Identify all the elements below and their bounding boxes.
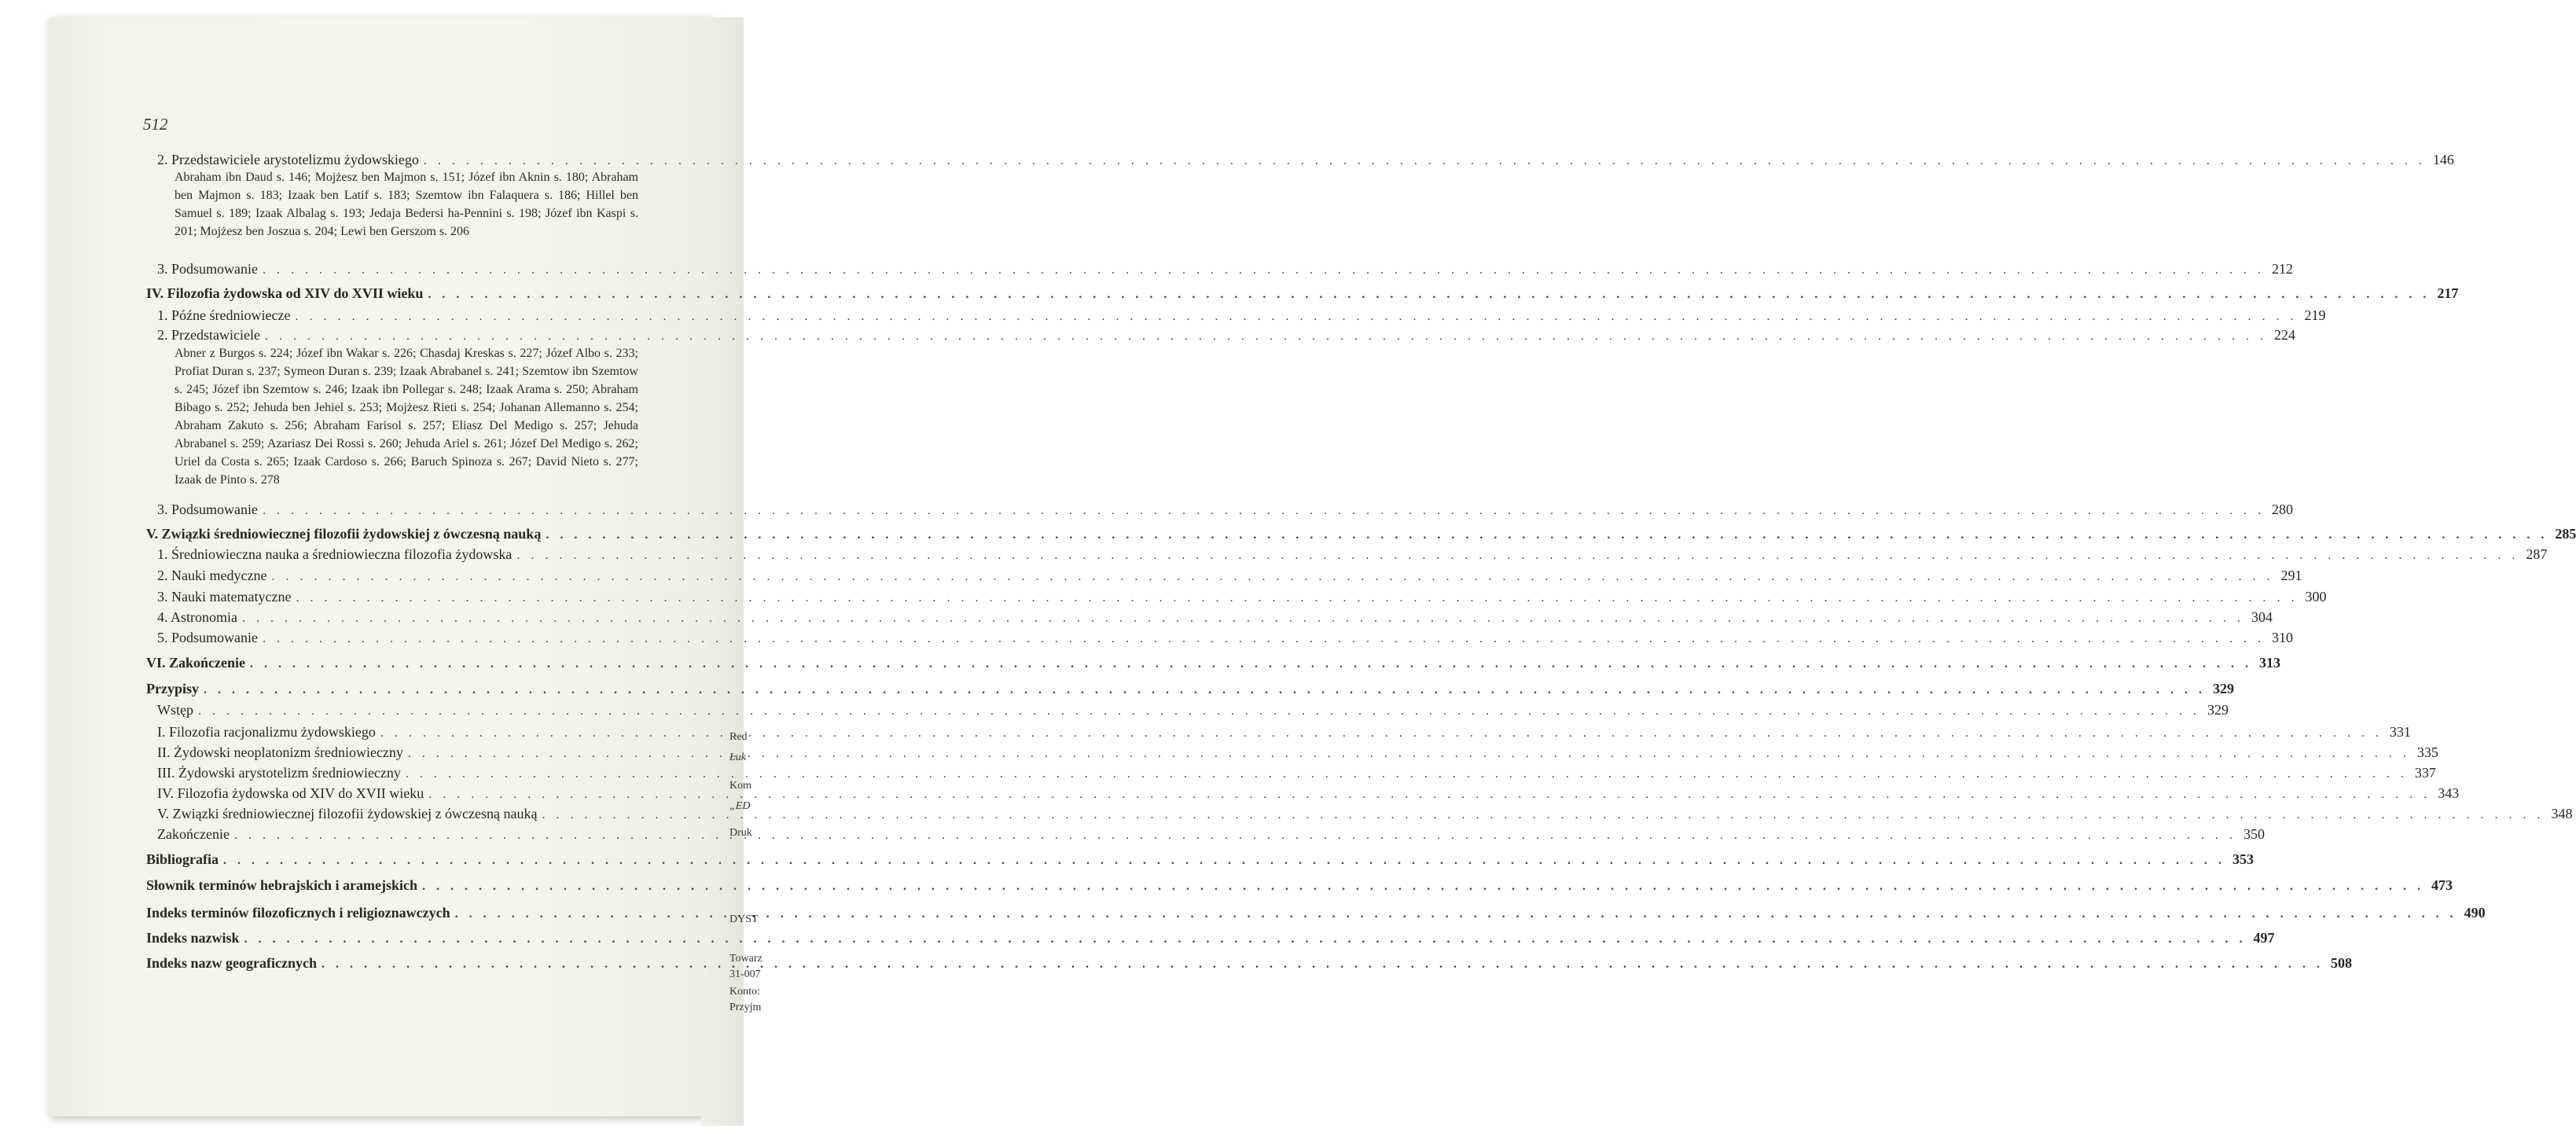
next-page-fragment: Przyjm [729,1002,762,1013]
toc-entry [146,654,2280,673]
toc-entry-label: 5. Podsumowanie [157,630,258,645]
leader-dots [263,630,2265,648]
leader-dots [234,827,2236,844]
toc-entry-label: V. Związki średniowiecznej filozofii żydowskiej z ówczesną nauką [146,526,542,542]
toc-entry-label: Indeks terminów filozoficznych i religioznawczych [146,905,450,921]
toc-entry-label: 2. Przedstawiciele [157,327,260,343]
next-page-fragment: Łuk [729,752,746,763]
toc-entry-page: 280 [2272,502,2293,517]
toc-entry-page: 212 [2272,261,2293,277]
toc-entry-page: 224 [2273,327,2295,343]
leader-dots [244,931,2247,948]
toc-entry-page: 497 [2253,930,2275,946]
toc-entry-label: 2. Przedstawiciele arystotelizmu żydowskiego [157,152,419,167]
toc-entry-label: Indeks nazw geograficznych [146,955,317,971]
toc-entry-label: V. Związki średniowiecznej filozofii żydowskiej z ówczesną nauką [157,806,538,821]
toc-entry-page: 348 [2551,806,2573,821]
toc-entry-page: 353 [2232,851,2254,867]
next-page-fragment: Konto: [729,986,760,998]
toc-entry-page: 335 [2416,744,2438,760]
toc-entry-label: III. Żydowski arystotelizm średniowieczny [157,765,401,781]
toc-entry-page: 337 [2414,765,2436,781]
leader-dots [322,956,2324,973]
toc-entry [157,608,2273,627]
toc-entry-page: 285 [2555,526,2576,542]
leader-dots [263,502,2265,520]
toc-entry-label: 3. Podsumowanie [157,261,258,277]
toc-entry [146,525,2576,544]
leader-dots [380,725,2383,742]
toc-entry [157,151,2454,170]
toc-entry-page: 329 [2207,702,2229,718]
toc-entry-page: 146 [2432,152,2454,167]
toc-entry-page: 287 [2526,546,2548,562]
toc-entry-page: 473 [2431,877,2453,893]
toc-entry [157,764,2436,783]
toc-entry-label: IV. Filozofia żydowska od XIV do XVII wieku [146,285,424,301]
toc-entry-page: 329 [2213,681,2234,696]
toc-sublist: Abraham ibn Daud s. 146; Mojżesz ben Majmon s. 151; Józef ibn Aknin s. 180; Abraham ben Majmon s. 183; Izaak ben Latif s. 183; Szemtow ibn Falaquera s. 186; Hillel ben Samuel s. 189; Izaak Albalag s. 193; Jedaja Bedersi ha-Pennini s. 198; Józef ibn Kaspi s. 201; Mojżesz ben Joszua s. 204; Lewi ben Gerszom s. 206 [175,171,638,238]
leader-dots [428,786,2431,803]
leader-dots [265,328,2267,345]
toc-entry-page: 217 [2437,285,2459,301]
toc-entry-page: 350 [2243,826,2265,842]
next-page-fragment: „ED [729,800,751,812]
leader-dots [546,527,2548,544]
toc-entry-page: 300 [2305,589,2327,605]
toc-entry-label: 2. Nauki medyczne [157,568,267,583]
toc-entry-label: Indeks nazwisk [146,930,240,946]
toc-entry-page: 343 [2438,785,2460,801]
toc-entry-page: 490 [2464,905,2486,921]
toc-entry [146,877,2453,895]
toc-entry-label: 4. Astronomia [157,609,237,625]
toc-entry [157,326,2295,345]
toc-entry-label: 3. Nauki matematyczne [157,589,292,605]
toc-entry-label: 1. Średniowieczna nauka a średniowieczna filozofia żydowska [157,546,513,562]
toc-entry [157,567,2302,586]
leader-dots [295,308,2297,325]
next-page-fragment: Red [729,731,748,743]
leader-dots [516,547,2519,564]
toc-entry [157,701,2229,720]
toc-entry [157,629,2293,648]
toc-entry-page: 304 [2251,609,2273,625]
toc-entry-label: Słownik terminów hebrajskich i aramejskich [146,877,418,893]
toc-entry-label: Wstęp [157,702,193,718]
leader-dots [406,766,2408,783]
leader-dots [198,703,2200,720]
toc-entry-label: Przypisy [146,681,199,696]
toc-entry [146,929,2275,948]
leader-dots [428,286,2430,303]
next-page-fragment: Towarz [729,953,763,965]
leader-dots [408,745,2410,763]
next-page-fragment: 31-007 [729,968,761,980]
leader-dots [296,590,2298,607]
leader-dots [223,852,2225,869]
leader-dots [250,656,2252,673]
leader-dots [542,807,2545,824]
toc-entry [157,588,2327,607]
toc-entry [146,285,2459,303]
leader-dots [271,568,2273,586]
toc-entry-page: 219 [2304,307,2326,323]
toc-entry [157,260,2293,279]
leader-dots [455,906,2457,923]
toc-entry [146,680,2234,699]
next-page-fragment: Druk [729,827,752,839]
leader-dots [263,262,2265,279]
toc-entry [146,851,2254,869]
toc-sublist: Abner z Burgos s. 224; Józef ibn Wakar s. 226; Chasdaj Kreskas s. 227; Józef Albo s. 233; Profiat Duran s. 237; Symeon Duran s. 239; Izaak Abrabanel s. 241; Szemtow ibn Szemtow s. 245; Józef ibn Szemtow s. 246; Izaak ibn Pollegar s. 248; Izaak Arama s. 250; Abraham Bibago s. 252; Jehuda ben Jehiel s. 253; Mojżesz Rieti s. 254; Johanan Allemanno s. 254; Abraham Zakuto s. 256; Abraham Farisol s. 257; Eliasz Del Medigo s. 257; Jehuda Abrabanel s. 259; Azariasz Dei Rossi s. 260; Jehuda Ariel s. 261; Józef Del Medigo s. 262; Uriel da Costa s. 265; Izaak Cardoso s. 266; Baruch Spinoza s. 267; David Nieto s. 277; Izaak de Pinto s. 278 [175,347,638,487]
toc-entry-label: VI. Zakończenie [146,655,245,671]
toc-entry-page: 508 [2331,955,2352,971]
toc-entry-label: IV. Filozofia żydowska od XIV do XVII wieku [157,785,424,801]
leader-dots [422,878,2424,895]
toc-entry-label: II. Żydowski neoplatonizm średniowieczny [157,744,403,760]
page-number: 512 [143,115,168,134]
toc-entry-label: Bibliografia [146,851,219,867]
toc-entry [157,501,2293,520]
toc-entry [157,307,2326,325]
next-page-fragment: Kom [729,780,751,792]
leader-dots [204,682,2206,699]
toc-entry-page: 313 [2259,655,2280,671]
toc-entry-page: 310 [2272,630,2293,645]
toc-entry-label: 1. Późne średniowiecze [157,307,291,323]
toc-entry-label: 3. Podsumowanie [157,502,258,517]
toc-entry-label: Zakończenie [157,826,230,842]
leader-dots [424,153,2426,170]
toc-entry-label: I. Filozofia racjonalizmu żydowskiego [157,724,376,740]
leader-dots [242,610,2244,627]
toc-entry [157,805,2573,824]
toc-entry-page: 331 [2389,724,2411,740]
next-page-fragment: DYST [729,913,759,925]
toc-entry [157,546,2548,564]
toc-entry-page: 291 [2280,568,2302,583]
